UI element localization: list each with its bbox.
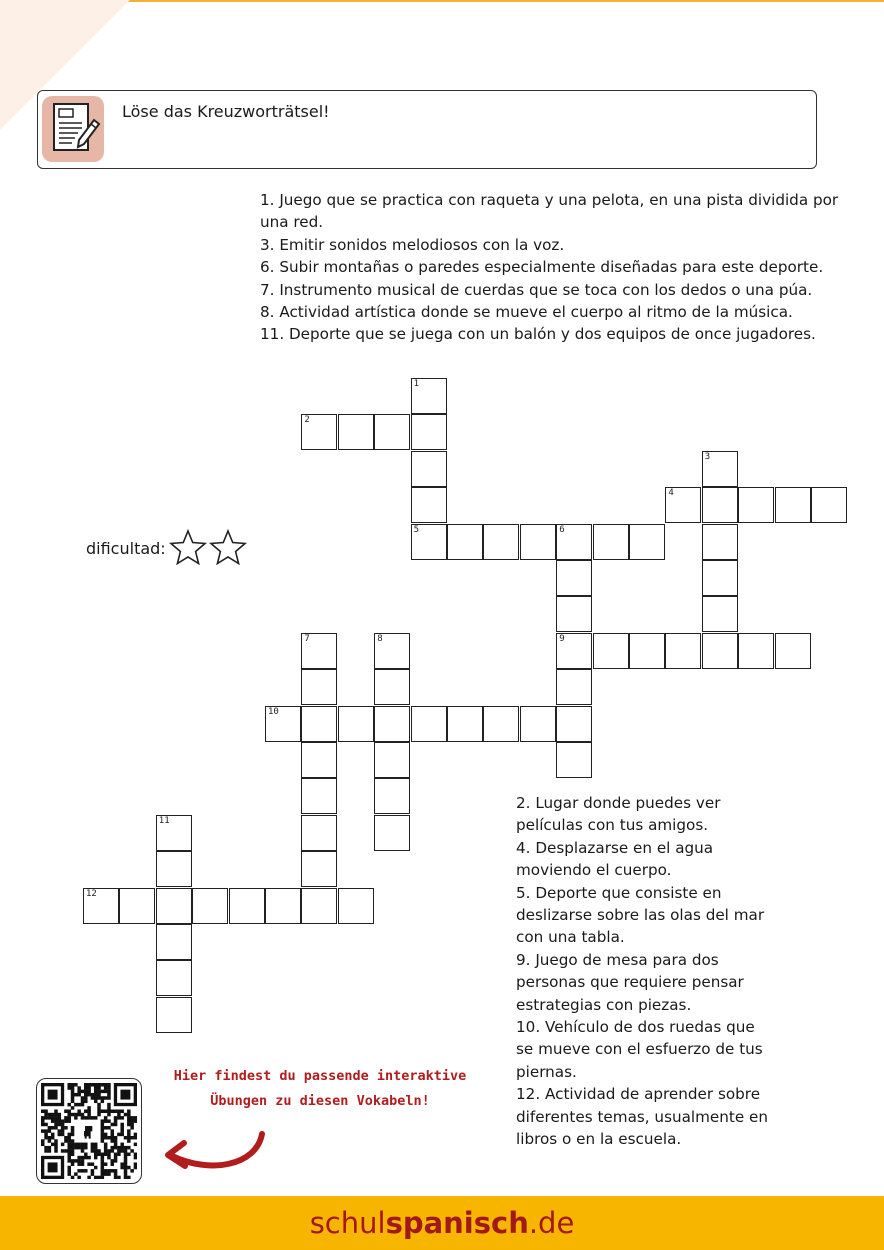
crossword-cell[interactable]: [265, 888, 301, 924]
clue: 9. Juego de mesa para dos personas que requiere pensar estrategias con piezas.: [516, 950, 744, 1014]
crossword-cell[interactable]: [447, 524, 483, 560]
crossword-cell[interactable]: [738, 633, 774, 669]
star-outline-icon: [208, 528, 248, 568]
crossword-cell[interactable]: [556, 633, 592, 669]
crossword-cell[interactable]: [338, 888, 374, 924]
crossword-cell[interactable]: [156, 924, 192, 960]
clues-across: [260, 189, 840, 346]
clue-number: 1: [413, 379, 420, 389]
clue: 6. Subir montañas o paredes especialmente diseñadas para este deporte.: [260, 258, 824, 277]
crossword-cell[interactable]: [411, 414, 447, 450]
crossword-cell[interactable]: [301, 742, 337, 778]
clue: 12. Actividad de aprender sobre diferentes temas, usualmente en libros o en la escuela.: [516, 1085, 768, 1149]
qr-code-icon: [41, 1083, 137, 1179]
clue-number: 5: [413, 524, 420, 535]
crossword-cell[interactable]: [629, 524, 665, 560]
clue: 7. Instrumento musical de cuerdas que se toca con los dedos o una púa.: [260, 280, 813, 299]
clue: 2. Lugar donde puedes ver películas con tus amigos.: [516, 794, 721, 835]
clue-number: 8: [377, 633, 383, 644]
crossword-cell[interactable]: [119, 888, 155, 924]
crossword-cell[interactable]: [301, 633, 337, 669]
clue-number: 11: [158, 815, 170, 826]
brand-part-bold: spanisch: [385, 1206, 529, 1240]
crossword-cell[interactable]: [156, 997, 192, 1033]
clue-number: 4: [668, 488, 674, 499]
top-accent-line: [0, 0, 884, 2]
crossword-cell[interactable]: [556, 742, 592, 778]
crossword-cell[interactable]: [738, 487, 774, 523]
crossword-cell[interactable]: [702, 596, 738, 632]
crossword-cell[interactable]: [629, 633, 665, 669]
clue: 4. Desplazarse en el agua moviendo el cuerpo.: [516, 838, 714, 880]
instruction-text: Löse das Kreuzworträtsel!: [122, 102, 330, 121]
crossword-cell[interactable]: [520, 706, 556, 742]
crossword-cell[interactable]: [374, 778, 410, 814]
crossword-cell[interactable]: [156, 888, 192, 924]
crossword-cell[interactable]: [338, 706, 374, 742]
crossword-cell[interactable]: [301, 706, 337, 742]
clue-number: 7: [304, 633, 310, 644]
crossword-cell[interactable]: [301, 888, 337, 924]
crossword-cell[interactable]: [775, 487, 811, 523]
crossword-cell[interactable]: [556, 524, 592, 560]
curved-arrow-icon: [160, 1130, 270, 1180]
crossword-cell[interactable]: [556, 596, 592, 632]
crossword-cell[interactable]: [411, 524, 447, 560]
crossword-cell[interactable]: [374, 669, 410, 705]
crossword-cell[interactable]: [192, 888, 228, 924]
crossword-cell[interactable]: [156, 960, 192, 996]
crossword-cell[interactable]: [374, 633, 410, 669]
crossword-cell[interactable]: [338, 414, 374, 450]
crossword-cell[interactable]: [265, 706, 301, 742]
qr-hint: [172, 1064, 468, 1114]
crossword-cell[interactable]: [374, 414, 410, 450]
crossword-cell[interactable]: [811, 487, 847, 523]
crossword-cell[interactable]: [520, 524, 556, 560]
crossword-cell[interactable]: [301, 851, 337, 887]
clue: 5. Deporte que consiste en deslizarse sobre las olas del mar con una tabla.: [516, 883, 765, 947]
clue: 3. Emitir sonidos melodiosos con la voz.: [260, 235, 565, 254]
crossword-cell[interactable]: [229, 888, 265, 924]
brand-part: .de: [528, 1206, 575, 1240]
crossword-cell[interactable]: [702, 560, 738, 596]
crossword-cell[interactable]: [556, 560, 592, 596]
crossword-cell[interactable]: [411, 706, 447, 742]
crossword-cell[interactable]: [556, 669, 592, 705]
clues-down: [516, 792, 771, 1151]
star-outline-icon: [168, 528, 208, 568]
crossword-cell[interactable]: [593, 524, 629, 560]
worksheet-pencil-icon: [42, 96, 104, 162]
footer-brand[interactable]: [0, 1196, 884, 1250]
qr-hint-line: Übungen zu diesen Vokabeln!: [210, 1093, 430, 1109]
crossword-cell[interactable]: [702, 451, 738, 487]
crossword-cell[interactable]: [156, 851, 192, 887]
crossword-cell[interactable]: [593, 633, 629, 669]
clue-number: 9: [559, 633, 565, 644]
crossword-cell[interactable]: [301, 414, 337, 450]
crossword-cell[interactable]: [301, 669, 337, 705]
clue-number: 3: [704, 451, 711, 462]
clue: 1. Juego que se practica con raqueta y una pelota, en una pista dividida por una red.: [260, 191, 839, 232]
difficulty-label: dificultad:: [86, 538, 166, 558]
crossword-cell[interactable]: [665, 633, 701, 669]
crossword-cell[interactable]: [483, 524, 519, 560]
crossword-cell[interactable]: [301, 815, 337, 851]
crossword-cell[interactable]: [374, 742, 410, 778]
crossword-cell[interactable]: [556, 706, 592, 742]
crossword-cell[interactable]: [775, 633, 811, 669]
clue-number: 6: [559, 524, 565, 535]
crossword-cell[interactable]: [301, 778, 337, 814]
clue: 8. Actividad artística donde se mueve el cuerpo al ritmo de la música.: [260, 303, 793, 322]
clue-number: 12: [86, 888, 97, 899]
clue-number: 10: [268, 706, 279, 717]
difficulty-rating: [86, 528, 248, 568]
crossword-cell[interactable]: [374, 706, 410, 742]
crossword-cell[interactable]: [374, 815, 410, 851]
instruction-box: [37, 90, 817, 169]
clue-number: 2: [304, 415, 310, 426]
brand-part: schul: [309, 1206, 386, 1240]
crossword-cell[interactable]: [665, 487, 701, 523]
crossword-cell[interactable]: [702, 633, 738, 669]
qr-hint-line: Hier findest du passende interaktive: [173, 1068, 467, 1084]
clue: 11. Deporte que se juega con un balón y dos equipos de once jugadores.: [260, 325, 816, 344]
qr-code[interactable]: [36, 1078, 142, 1184]
clue: 10. Vehículo de dos ruedas que se mueve con el esfuerzo de tus piernas.: [516, 1018, 763, 1081]
crossword-cell[interactable]: [447, 706, 483, 742]
crossword-cell[interactable]: [83, 888, 119, 924]
crossword-cell[interactable]: [483, 706, 519, 742]
crossword-cell[interactable]: [156, 815, 192, 851]
crossword-cell[interactable]: [411, 487, 447, 523]
crossword-cell[interactable]: [702, 524, 738, 560]
crossword-cell[interactable]: [411, 378, 447, 414]
crossword-cell[interactable]: [702, 487, 738, 523]
crossword-cell[interactable]: [411, 451, 447, 487]
